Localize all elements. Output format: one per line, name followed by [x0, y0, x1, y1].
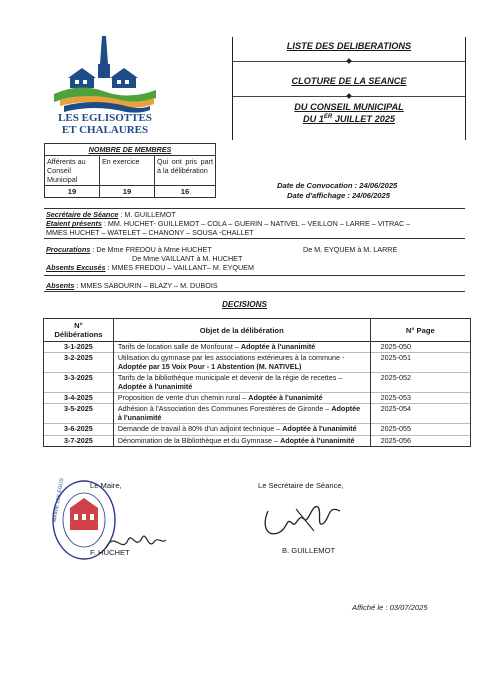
table-row — [44, 424, 471, 435]
table-row — [44, 373, 471, 393]
council-date: DU 1ER JUILLET 2025 — [302, 114, 396, 125]
secretary-signature-icon — [258, 493, 343, 545]
members-col-afferents: Afférents au Conseil Municipal — [45, 156, 100, 186]
deliberation-page: 2025-050 — [370, 342, 470, 353]
table-row — [44, 393, 471, 404]
members-value-participants: 16 — [155, 186, 216, 198]
deliberation-page: 2025-055 — [370, 424, 470, 435]
deliberation-number: 3-3-2025 — [44, 373, 114, 393]
deliberation-page: 2025-051 — [370, 353, 470, 373]
deliberation-object: Dénomination de la Bibliothèque et du Gymnase – Adoptée à l'unanimité — [113, 435, 370, 446]
divider — [44, 208, 465, 209]
members-col-participants: Qui ont pris part à la délibération — [155, 156, 216, 186]
members-value-exercice: 19 — [100, 186, 155, 198]
deliberation-page: 2025-052 — [370, 373, 470, 393]
col-header-page: N° Page — [370, 319, 470, 342]
decisions-title: DECISIONS — [221, 300, 268, 309]
deliberation-object: Tarifs de la bibliothèque municipale et devenir de la régie de recettes – Adoptée à l'unanimité — [113, 373, 370, 393]
present-line-2: MMES HUCHET – WATELET – CHANONY – SOUSA -CHALLET — [46, 228, 254, 237]
logo-name-line2: ET CHALAURES — [61, 124, 149, 136]
deliberation-page: 2025-053 — [370, 393, 470, 404]
closing-title: CLOTURE DE LA SEANCE — [291, 76, 407, 86]
deliberation-number: 3-5-2025 — [44, 404, 114, 424]
col-header-number: N° Délibérations — [44, 319, 114, 342]
members-col-exercice: En exercice — [100, 156, 155, 186]
deliberation-object: Utilisation du gymnase par les associations extérieures à la commune - Adoptée par 15 Voix Pour - 1 Abstention (M. NATIVEL) — [113, 353, 370, 373]
mayor-name: F. HUCHET — [90, 548, 130, 557]
municipality-logo — [50, 34, 160, 138]
header-separator — [233, 96, 465, 97]
divider — [44, 238, 465, 239]
proxy-2: De M. EYQUEM à M. LARRE — [303, 245, 398, 254]
table-row — [44, 342, 471, 353]
posted-date: Affiché le : 03/07/2025 — [352, 603, 428, 612]
members-table-title: NOMBRE DE MEMBRES — [45, 144, 216, 156]
table-row — [44, 404, 471, 424]
village-icon — [50, 34, 160, 114]
absent-line: Absents : MMES SABOURIN – BLAZY – M. DUBOIS — [46, 281, 218, 290]
divider — [44, 275, 465, 276]
secretary-line: Secrétaire de Séance : M. GUILLEMOT — [46, 210, 176, 219]
deliberation-page: 2025-054 — [370, 404, 470, 424]
mayor-label: Le Maire, — [90, 481, 122, 490]
convocation-date: Date de Convocation : 24/06/2025 — [277, 181, 398, 190]
deliberation-number: 3-7-2025 — [44, 435, 114, 446]
header-separator — [233, 61, 465, 62]
deliberation-object: Demande de travail à 80% d'un adjoint technique – Adoptée à l'unanimité — [113, 424, 370, 435]
table-row — [44, 353, 471, 373]
table-row — [44, 435, 471, 446]
decisions-table — [43, 318, 471, 447]
deliberation-number: 3-6-2025 — [44, 424, 114, 435]
members-value-afferents: 19 — [45, 186, 100, 198]
divider — [44, 291, 465, 292]
present-line: Etaient présents : MM. HUCHET- GUILLEMOT – COLA – GUERIN – NATIVEL – VEILLON – LARRE – VITRAC – — [46, 219, 411, 228]
document-title: LISTE DES DELIBERATIONS — [286, 41, 412, 51]
deliberation-object: Proposition de vente d'un chemin rural – Adoptée à l'unanimité — [113, 393, 370, 404]
posting-date: Date d'affichage : 24/06/2025 — [287, 191, 390, 200]
members-table — [44, 143, 216, 198]
deliberation-object: Tarifs de location salle de Monfourat – Adoptée à l'unanimité — [113, 342, 370, 353]
deliberation-number: 3-4-2025 — [44, 393, 114, 404]
deliberation-object: Adhésion à l'Association des Communes Forestières de Gironde – Adoptée à l'unanimité — [113, 404, 370, 424]
deliberation-number: 3-2-2025 — [44, 353, 114, 373]
col-header-object: Objet de la délibération — [113, 319, 370, 342]
council-title: DU CONSEIL MUNICIPAL — [294, 102, 404, 112]
proxy-3: De Mme VAILLANT à M. HUCHET — [132, 254, 243, 263]
secretary-signature-label: Le Secrétaire de Séance, — [258, 481, 344, 490]
proxies-line: Procurations : De Mme FREDOU à Mme HUCHET — [46, 245, 212, 254]
deliberation-page: 2025-056 — [370, 435, 470, 446]
header-box — [232, 37, 466, 140]
deliberation-number: 3-1-2025 — [44, 342, 114, 353]
excused-line: Absents Excusés : MMES FREDOU – VAILLANT– M. EYQUEM — [46, 263, 254, 272]
logo-name-line1: LES EGLISOTTES — [58, 112, 152, 124]
secretary-name: B. GUILLEMOT — [282, 546, 336, 555]
